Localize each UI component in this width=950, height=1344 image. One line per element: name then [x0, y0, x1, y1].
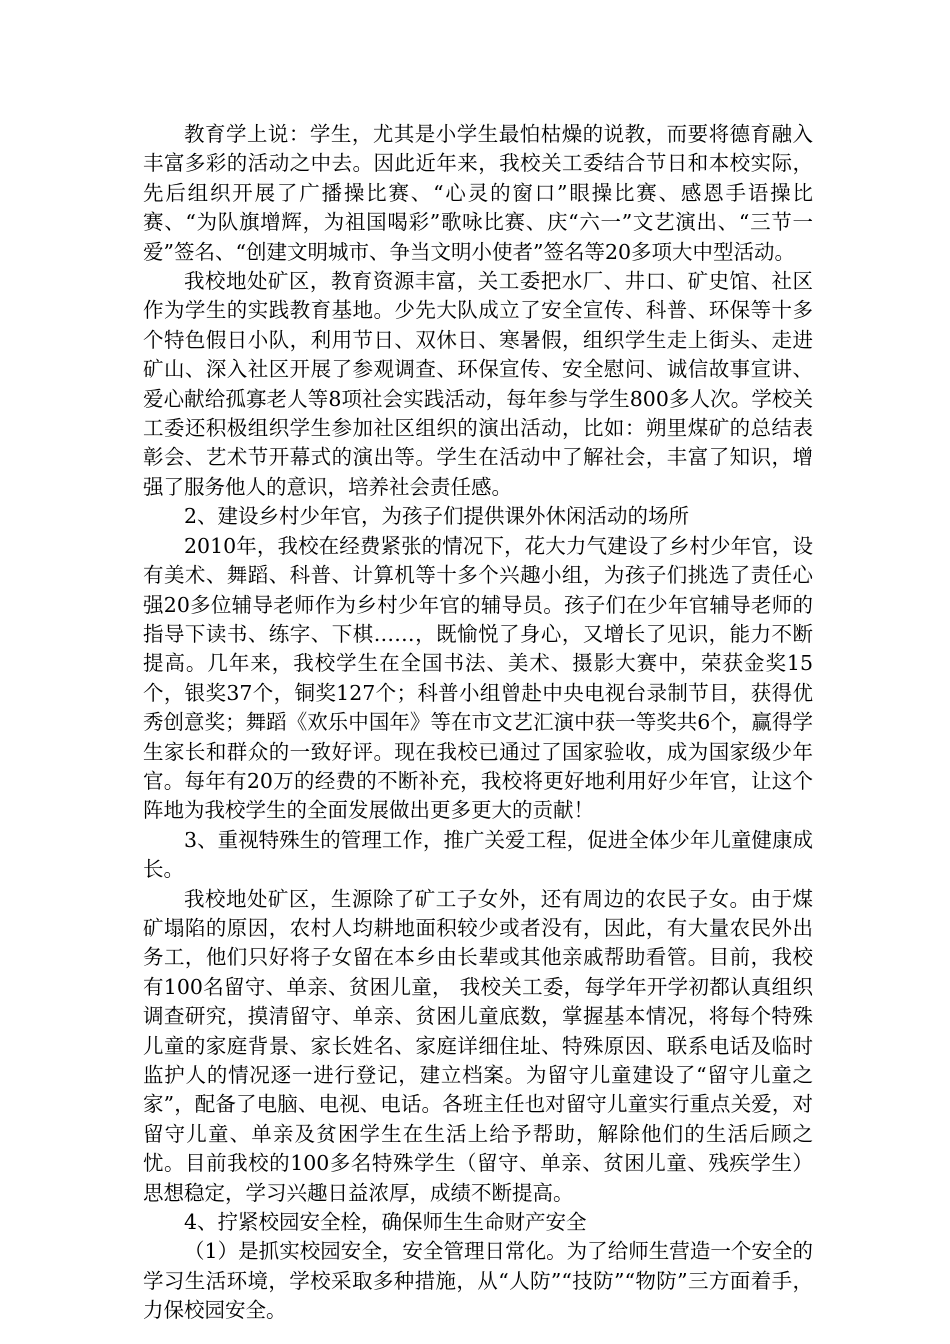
- document-body: [143, 120, 813, 1326]
- section-heading-special-students: 3、重视特殊生的管理工作，推广关爱工程，促进全体少年儿童健康成长。: [143, 827, 813, 882]
- paragraph-special-students: 我校地处矿区，生源除了矿工子女外，还有周边的农民子女。由于煤矿塌陷的原因，农村人均耕地面积较少或者没有，因此，有大量农民外出务工，他们只好将子女留在本乡由长辈或其他亲戚帮助看管。目前，我校有100名留守、单亲、贫困儿童， 我校关工委，每学年开学初都认真组织调查研究，摸清留守、单亲、贫困儿童底数，掌握基本情况，将每个特殊儿童的家庭背景、家长姓名、家庭详细住址、特殊原因、联系电话及临时监护人的情况逐一进行登记，建立档案。为留守儿童建设了“留守儿童之家”，配备了电脑、电视、电话。各班主任也对留守儿童实行重点关爱，对留守儿童、单亲及贫困学生在生活上给予帮助，解除他们的生活后顾之忧。目前我校的100多名特殊学生（留守、单亲、贫困儿童、残疾学生）思想稳定，学习兴趣日益浓厚，成绩不断提高。: [143, 886, 813, 1205]
- section-heading-youth-palace: 2、建设乡村少年官，为孩子们提供课外休闲活动的场所: [184, 504, 690, 529]
- paragraph-campus-safety: （1）是抓实校园安全，安全管理日常化。为了给师生营造一个安全的学习生活环境，学校采取多种措施，从“人防”“技防”“物防”三方面着手，力保校园安全。: [143, 1239, 813, 1323]
- section-heading-campus-safety: 4、拧紧校园安全栓，确保师生生命财产安全: [184, 1210, 587, 1235]
- paragraph-moral-education-activities: 教育学上说：学生，尤其是小学生最怕枯燥的说教，而要将德育融入丰富多彩的活动之中去。因此近年来，我校关工委结合节日和本校实际，先后组织开展了广播操比赛、“心灵的窗口”眼操比赛、感恩手语操比赛、“为队旗增辉，为祖国喝彩”歌咏比赛、庆“六一”文艺演出、“三节一爱”签名、“创建文明城市、争当文明小使者”签名等20多项大中型活动。: [143, 122, 813, 264]
- paragraph-youth-palace: 2010年，我校在经费紧张的情况下，花大力气建设了乡村少年官，设有美术、舞蹈、科普、计算机等十多个兴趣小组，为孩子们挑选了责任心强20多位辅导老师作为乡村少年官的辅导员。孩子们在少年官辅导老师的指导下读书、练字、下棋……，既愉悦了身心，又增长了见识，能力不断提高。几年来，我校学生在全国书法、美术、摄影大赛中，荣获金奖15个，银奖37个，铜奖127个；科普小组曾赴中央电视台录制节目，获得优秀创意奖；舞蹈《欢乐中国年》等在市文艺汇演中获一等奖共6个，赢得学生家长和群众的一致好评。现在我校已通过了国家验收，成为国家级少年官。每年有20万的经费的不断补充，我校将更好地利用好少年官，让这个阵地为我校学生的全面发展做出更多更大的贡献！: [143, 533, 813, 823]
- paragraph-social-practice: 我校地处矿区，教育资源丰富，关工委把水厂、井口、矿史馆、社区作为学生的实践教育基地。少先大队成立了安全宣传、科普、环保等十多个特色假日小队，利用节日、双休日、寒暑假，组织学生走上街头、走进矿山、深入社区开展了参观调查、环保宣传、安全慰问、诚信故事宣讲、爱心献给孤寡老人等8项社会实践活动，每年参与学生800多人次。学校关工委还积极组织学生参加社区组织的演出活动，比如：朔里煤矿的总结表彰会、艺术节开幕式的演出等。学生在活动中了解社会，丰富了知识，增强了服务他人的意识，培养社会责任感。: [143, 269, 813, 499]
